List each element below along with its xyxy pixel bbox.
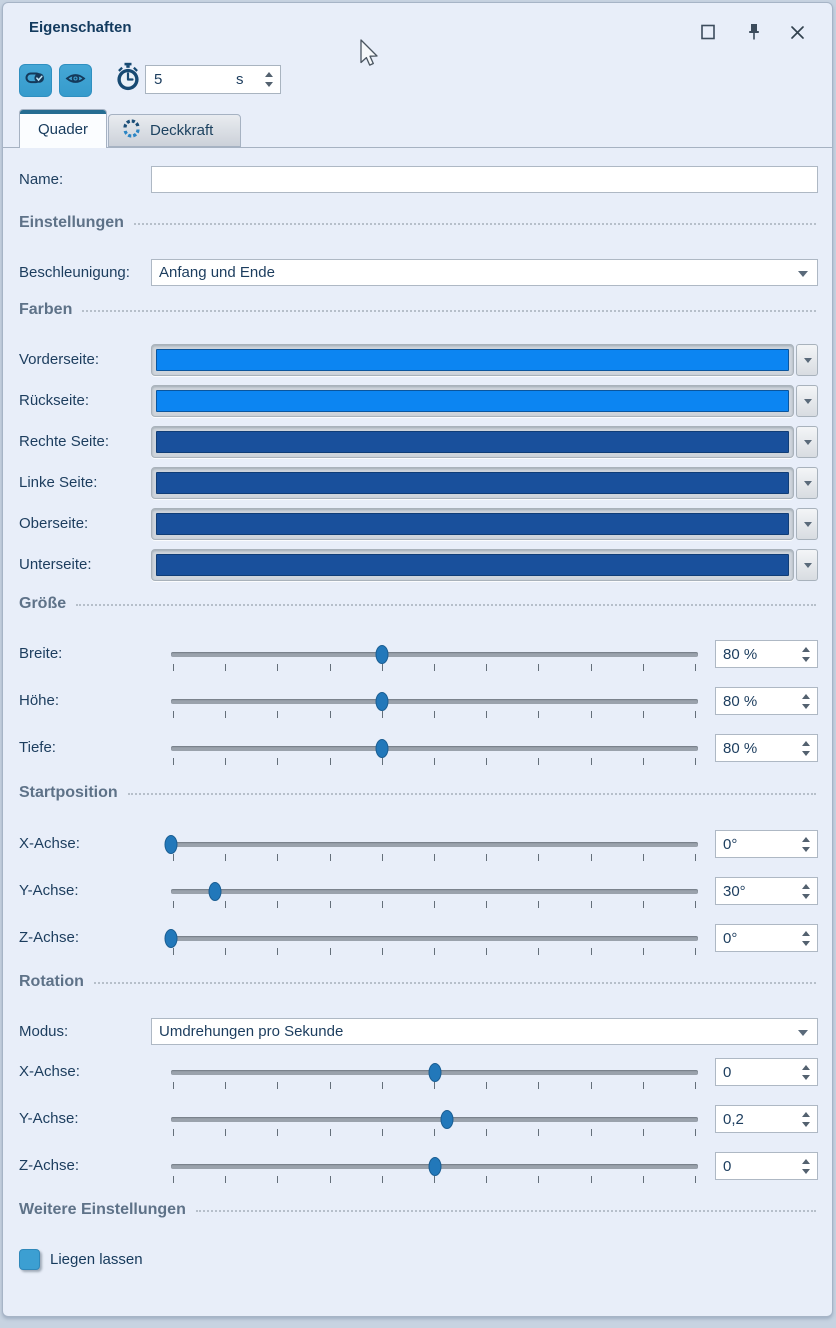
- color-swatch: [156, 554, 789, 576]
- spin-down-icon[interactable]: [802, 894, 810, 899]
- chevron-down-icon: [804, 481, 812, 486]
- maximize-button[interactable]: [697, 21, 719, 43]
- modus-value: Umdrehungen pro Sekunde: [159, 1023, 344, 1040]
- name-input[interactable]: [151, 166, 818, 193]
- slider-ticks: [173, 758, 696, 766]
- slider-track[interactable]: [171, 936, 698, 941]
- rot-x-achse-value: 0: [723, 1064, 732, 1081]
- slider-thumb[interactable]: [428, 1157, 441, 1176]
- tab-quader[interactable]: [19, 109, 107, 148]
- toggle-visibility-button[interactable]: [19, 64, 52, 97]
- stopwatch-icon: [115, 62, 141, 94]
- duration-value: 5: [154, 71, 163, 88]
- spin-up-icon[interactable]: [802, 837, 810, 842]
- section-title: Farben: [19, 301, 73, 318]
- spin-down-icon[interactable]: [802, 1122, 810, 1127]
- section-title: Größe: [19, 595, 67, 612]
- start-x-achse-label: X-Achse:: [19, 835, 80, 852]
- slider-thumb[interactable]: [208, 882, 221, 901]
- spin-up-icon[interactable]: [802, 741, 810, 746]
- chevron-down-icon: [804, 563, 812, 568]
- breite-value: 80 %: [723, 646, 758, 663]
- tiefe-spinner[interactable]: [715, 734, 818, 762]
- rechte-seite-color-dropdown-button[interactable]: [796, 426, 818, 458]
- pin-icon: [746, 23, 762, 41]
- chevron-down-icon: [804, 440, 812, 445]
- spin-up-icon[interactable]: [802, 1112, 810, 1117]
- spin-up-icon[interactable]: [802, 694, 810, 699]
- tab-strip-divider: [3, 147, 832, 148]
- linke-seite-color-dropdown-button[interactable]: [796, 467, 818, 499]
- rot-z-achse-value: 0: [723, 1158, 732, 1175]
- close-button[interactable]: [786, 21, 808, 43]
- tab-quader-label: Quader: [37, 120, 89, 138]
- rot-x-achse-spinner[interactable]: [715, 1058, 818, 1086]
- slider-thumb[interactable]: [165, 929, 178, 948]
- slider-thumb[interactable]: [165, 835, 178, 854]
- slider-track[interactable]: [171, 1117, 698, 1122]
- section-title: Weitere Einstellungen: [19, 1201, 186, 1218]
- color-swatch: [156, 431, 789, 453]
- liegen-lassen-checkbox[interactable]: [19, 1249, 40, 1270]
- rot-z-achse-spinner[interactable]: [715, 1152, 818, 1180]
- opacity-rotate-icon: [121, 119, 142, 142]
- maximize-icon: [701, 24, 715, 40]
- color-swatch: [156, 513, 789, 535]
- tiefe-value: 80 %: [723, 740, 758, 757]
- section-dotted-line: [128, 793, 816, 795]
- start-z-achse-slider[interactable]: [171, 930, 698, 960]
- start-z-achse-value: 0°: [723, 930, 738, 947]
- slider-ticks: [173, 1082, 696, 1090]
- section-title: Startposition: [19, 784, 118, 801]
- rueckseite-color-dropdown-button[interactable]: [796, 385, 818, 417]
- start-x-achse-slider[interactable]: [171, 836, 698, 866]
- hoehe-spinner[interactable]: [715, 687, 818, 715]
- duration-unit: s: [236, 71, 244, 88]
- beschleunigung-value: Anfang und Ende: [159, 264, 275, 281]
- spin-down-icon[interactable]: [802, 704, 810, 709]
- section-farben: [19, 300, 816, 320]
- hoehe-slider[interactable]: [171, 693, 698, 723]
- section-weitere-einstellungen: [19, 1200, 816, 1220]
- section-groesse: [19, 594, 816, 614]
- rot-y-achse-slider[interactable]: [171, 1111, 698, 1141]
- oberseite-label: Oberseite:: [19, 515, 89, 532]
- unterseite-color-field[interactable]: [151, 549, 794, 581]
- tab-deckkraft[interactable]: [108, 114, 241, 147]
- chevron-down-icon: [798, 271, 808, 277]
- slider-ticks: [173, 711, 696, 719]
- unterseite-color-dropdown-button[interactable]: [796, 549, 818, 581]
- duration-spin-buttons[interactable]: [260, 66, 278, 93]
- slider-thumb[interactable]: [375, 645, 388, 664]
- hoehe-label: Höhe:: [19, 692, 60, 709]
- start-y-achse-slider[interactable]: [171, 883, 698, 913]
- modus-dropdown[interactable]: [151, 1018, 818, 1045]
- rot-z-achse-label: Z-Achse:: [19, 1157, 80, 1174]
- oberseite-color-dropdown-button[interactable]: [796, 508, 818, 540]
- oberseite-color-field[interactable]: [151, 508, 794, 540]
- section-dotted-line: [82, 310, 816, 312]
- rueckseite-label: Rückseite:: [19, 392, 90, 409]
- chevron-down-icon: [804, 358, 812, 363]
- section-dotted-line: [134, 223, 816, 225]
- slider-track[interactable]: [171, 842, 698, 847]
- close-icon: [790, 25, 805, 40]
- slider-track[interactable]: [171, 746, 698, 751]
- slider-track[interactable]: [171, 652, 698, 657]
- spin-up-icon[interactable]: [802, 1159, 810, 1164]
- slider-ticks: [173, 1176, 696, 1184]
- name-label: Name:: [19, 171, 64, 188]
- breite-label: Breite:: [19, 645, 63, 662]
- mouse-cursor: [359, 39, 381, 74]
- slider-ticks: [173, 948, 696, 956]
- slider-ticks: [173, 854, 696, 862]
- color-swatch: [156, 349, 789, 371]
- start-x-achse-spinner[interactable]: [715, 830, 818, 858]
- start-z-achse-label: Z-Achse:: [19, 929, 80, 946]
- slider-track[interactable]: [171, 699, 698, 704]
- start-y-achse-label: Y-Achse:: [19, 882, 79, 899]
- start-x-achse-value: 0°: [723, 836, 738, 853]
- beschleunigung-label: Beschleunigung:: [19, 264, 130, 281]
- eye-icon: [65, 71, 86, 91]
- breite-slider[interactable]: [171, 646, 698, 676]
- color-swatch: [156, 390, 789, 412]
- slider-track[interactable]: [171, 889, 698, 894]
- vorderseite-label: Vorderseite:: [19, 351, 100, 368]
- spin-down-icon[interactable]: [802, 1169, 810, 1174]
- rot-y-achse-value: 0,2: [723, 1111, 744, 1128]
- chevron-down-icon: [798, 1030, 808, 1036]
- spin-down-icon[interactable]: [802, 847, 810, 852]
- slider-thumb[interactable]: [440, 1110, 453, 1129]
- chevron-down-icon: [804, 522, 812, 527]
- spin-down-icon[interactable]: [802, 657, 810, 662]
- rot-z-achse-slider[interactable]: [171, 1158, 698, 1188]
- tab-deckkraft-label: Deckkraft: [150, 122, 214, 139]
- start-z-achse-spinner[interactable]: [715, 924, 818, 952]
- section-dotted-line: [196, 1210, 816, 1212]
- spin-down-icon[interactable]: [265, 82, 273, 87]
- section-dotted-line: [76, 604, 816, 606]
- vorderseite-color-dropdown-button[interactable]: [796, 344, 818, 376]
- section-startposition: [19, 783, 816, 803]
- slider-thumb[interactable]: [428, 1063, 441, 1082]
- start-y-achse-value: 30°: [723, 883, 746, 900]
- toggle-check-icon: [25, 70, 46, 92]
- rechte-seite-color-field[interactable]: [151, 426, 794, 458]
- rueckseite-color-field[interactable]: [151, 385, 794, 417]
- unterseite-label: Unterseite:: [19, 556, 92, 573]
- section-einstellungen: [19, 213, 816, 233]
- slider-thumb[interactable]: [375, 739, 388, 758]
- liegen-lassen-label: Liegen lassen: [50, 1251, 143, 1268]
- properties-panel: [2, 2, 833, 1317]
- slider-thumb[interactable]: [375, 692, 388, 711]
- tiefe-slider[interactable]: [171, 740, 698, 770]
- duration-spinner[interactable]: [145, 65, 281, 94]
- linke-seite-label: Linke Seite:: [19, 474, 98, 491]
- spin-up-icon[interactable]: [265, 72, 273, 77]
- slider-ticks: [173, 1129, 696, 1137]
- rot-x-achse-slider[interactable]: [171, 1064, 698, 1094]
- section-dotted-line: [94, 982, 816, 984]
- preview-eye-button[interactable]: [59, 64, 92, 97]
- section-rotation: [19, 972, 816, 992]
- vorderseite-color-field[interactable]: [151, 344, 794, 376]
- linke-seite-color-field[interactable]: [151, 467, 794, 499]
- hoehe-value: 80 %: [723, 693, 758, 710]
- tiefe-label: Tiefe:: [19, 739, 56, 756]
- chevron-down-icon: [804, 399, 812, 404]
- modus-label: Modus:: [19, 1023, 69, 1040]
- spin-up-icon[interactable]: [802, 1065, 810, 1070]
- section-title: Rotation: [19, 973, 84, 990]
- rechte-seite-label: Rechte Seite:: [19, 433, 110, 450]
- rot-y-achse-label: Y-Achse:: [19, 1110, 79, 1127]
- panel-title: Eigenschaften: [29, 19, 132, 36]
- slider-ticks: [173, 901, 696, 909]
- spin-up-icon[interactable]: [802, 884, 810, 889]
- rot-x-achse-label: X-Achse:: [19, 1063, 80, 1080]
- spin-down-icon[interactable]: [802, 751, 810, 756]
- rot-y-achse-spinner[interactable]: [715, 1105, 818, 1133]
- section-title: Einstellungen: [19, 214, 124, 231]
- spin-down-icon[interactable]: [802, 1075, 810, 1080]
- slider-ticks: [173, 664, 696, 672]
- pin-button[interactable]: [743, 21, 765, 43]
- breite-spinner[interactable]: [715, 640, 818, 668]
- spin-down-icon[interactable]: [802, 941, 810, 946]
- beschleunigung-dropdown[interactable]: [151, 259, 818, 286]
- start-y-achse-spinner[interactable]: [715, 877, 818, 905]
- spin-up-icon[interactable]: [802, 647, 810, 652]
- spin-up-icon[interactable]: [802, 931, 810, 936]
- color-swatch: [156, 472, 789, 494]
